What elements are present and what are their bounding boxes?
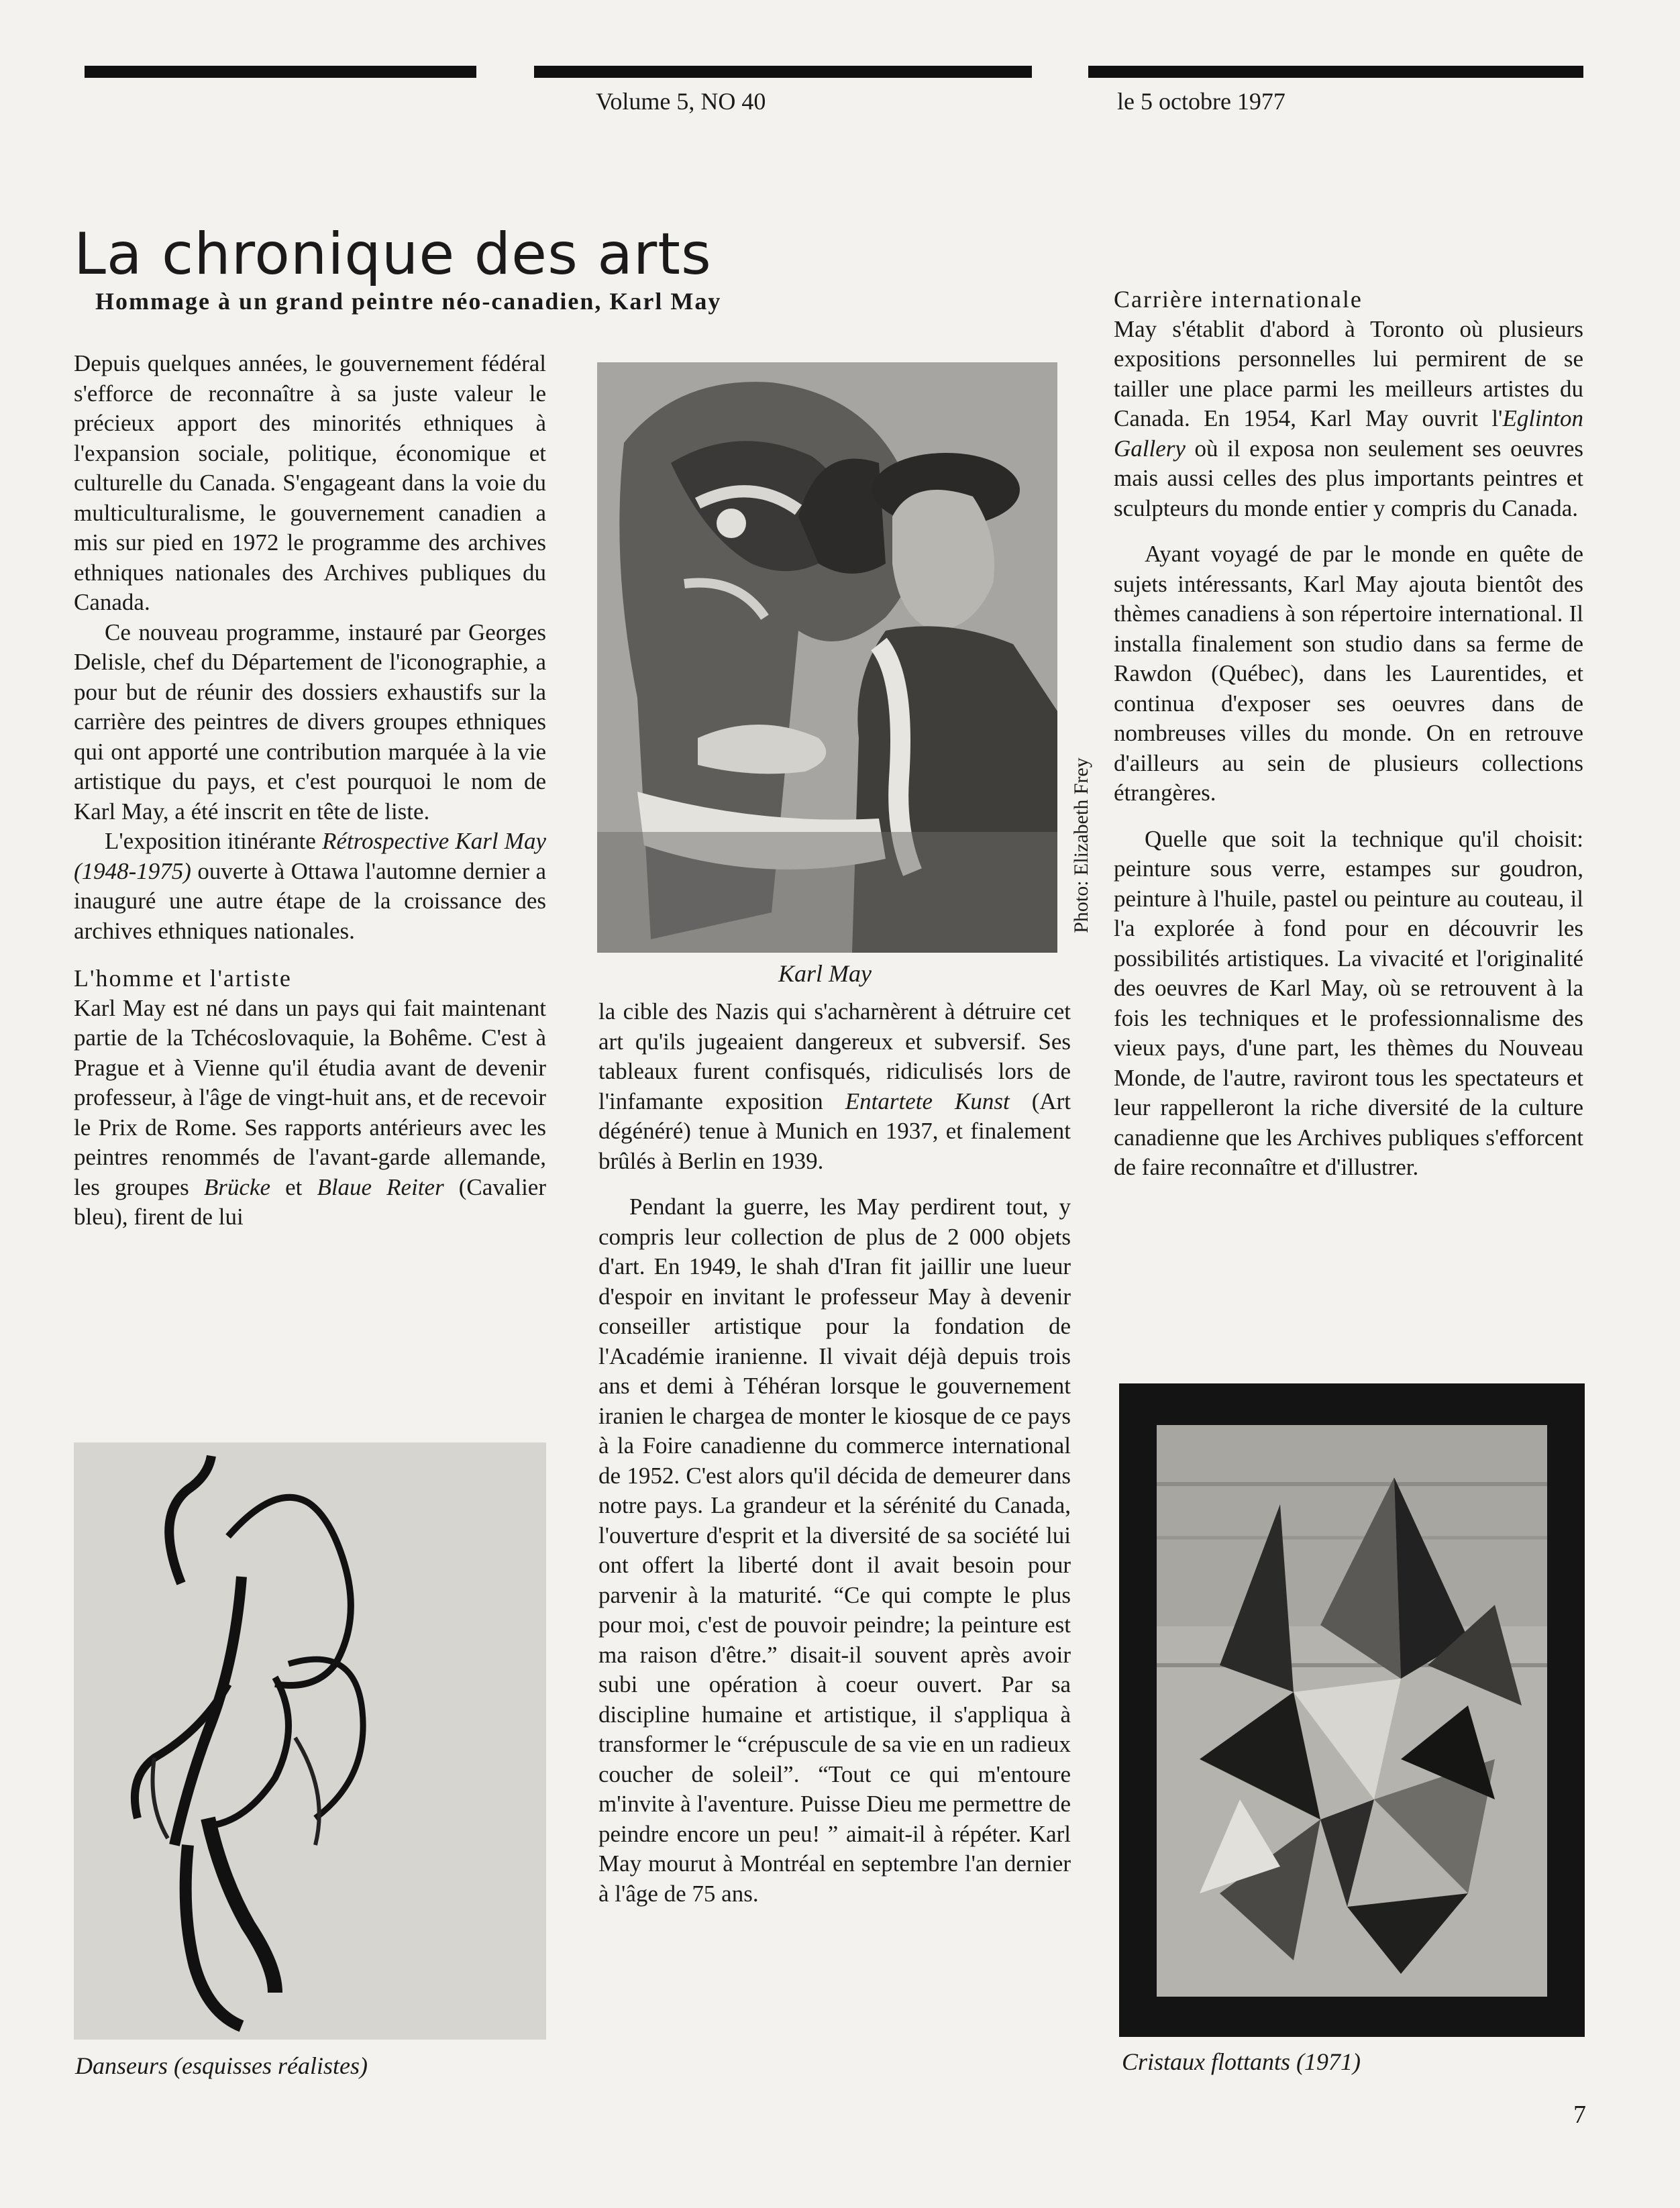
danseurs-caption: Danseurs (esquisses réalistes) (75, 2052, 368, 2079)
paragraph: Pendant la guerre, les May perdirent tout, y compris leur collection de plus de 2 000 objets d'art. En 1949, le shah d'Iran fit jaillir une lueur d'espoir en invitant le professeur May à devenir conseiller artistique pour la fondation de l'Académie iranienne. Il vivait déjà depuis trois ans et demi à Téhéran lorsque le gouvernement iranien le chargea de monter le kiosque de ce pays à la Foire canadienne du commerce international de 1952. C'est alors qu'il décida de demeurer dans notre pays. La grandeur et la sérénité du Canada, l'ouverture d'esprit et la diversité de sa société lui ont offert la liberté dont il avait besoin pour parvenir à la maturité. “Ce qui compte le plus pour moi, c'est de pouvoir peindre; la peinture est ma raison d'être.” disait-il souvent après avoir subi une opération à coeur ouvert. Par sa discipline humaine et artistique, il s'appliqua à transformer le “crépuscule de sa vie en un radieux coucher de soleil”. “Tout ce qui m'entoure m'invite à l'aventure. Puisse Dieu me permettre de peindre encore un peu! ” aimait-il à répéter. Karl May mourut à Montréal en septembre l'an dernier à l'âge de 75 ans. (598, 1194, 1071, 1907)
page-number: 7 (1573, 2101, 1586, 2129)
cristaux-flottants-artwork (1119, 1383, 1585, 2037)
section-heading: L'homme et l'artiste (74, 965, 292, 992)
paragraph: Quelle que soit la technique qu'il choisit: peinture sous verre, estampes sur goudron, peinture à l'huile, pastel ou peinture au couteau, il l'a explorée à fond pour en découvrir les possibilités artistiques. La vivacité et l'originalité des oeuvres de Karl May, où se retrouvent à la fois les techniques et le professionnalisme des vieux pays, d'une part, les thèmes du Nouveau Monde, de l'autre, raviront tous les spectateurs et leur rappelleront la riche diversité de la culture canadienne que les Archives publiques s'efforcent de faire reconnaître et d'illustrer. (1114, 825, 1583, 1180)
cristaux-caption: Cristaux flottants (1971) (1122, 2048, 1361, 2075)
paragraph: Depuis quelques années, le gouvernement fédéral s'efforce de reconnaître à sa juste valeur le précieux apport des minorités ethniques à l'expansion sociale, politique, économique et culturelle du Canada. S'engageant dans la voie du multiculturalisme, le gouvernement canadien a mis sur pied en 1972 le programme des archives ethniques nationales des Archives publiques du Canada. (74, 350, 546, 615)
paragraph: Karl May est né dans un pays qui fait maintenant partie de la Tchécoslovaquie, la Bohême. C'est à Prague et à Vienne qu'il étudia avant de devenir professeur, à l'âge de vingt-huit ans, et de recevoir le Prix de Rome. Ses rapports antérieurs avec les peintres renommés de l'avant-garde allemande, les groupes Brücke et Blaue Reiter (Cavalier bleu), firent de lui (74, 994, 546, 1230)
paragraph: May s'établit d'abord à Toronto où plusieurs expositions personnelles lui permirent de se tailler une place parmi les meilleurs artistes du Canada. En 1954, Karl May ouvrit l'Eglinton Gallery où il exposa non seulement ses oeuvres mais aussi celles des plus importants peintres et sculpteurs du monde entier y compris du Canada. (1114, 315, 1583, 521)
article-column-3 (1114, 284, 1583, 1183)
paragraph: la cible des Nazis qui s'acharnèrent à détruire cet art qu'ils jugeaient dangereux et subversif. Ses tableaux furent confisqués, ridiculisés lors de l'infamante exposition Entartete Kunst (Art dégénéré) tenue à Munich en 1937, et finalement brûlés à Berlin en 1939. (598, 998, 1071, 1174)
article-subtitle: Hommage à un grand peintre néo-canadien, Karl May (95, 288, 722, 315)
header-rule-right (1088, 66, 1583, 78)
paragraph: Ayant voyagé de par le monde en quête de sujets intéressants, Karl May ajouta bientôt des thèmes canadiens à son répertoire international. Il installa finalement son studio dans sa ferme de Rawdon (Québec), dans les Laurentides, et continua d'exposer ses oeuvres dans de nombreuses villes du monde. On en retrouve d'ailleurs au sein de plusieurs collections étrangères. (1114, 541, 1583, 806)
karl-may-photo (597, 362, 1057, 953)
danseurs-sketch (74, 1442, 546, 2040)
issue-date: le 5 octobre 1977 (1117, 88, 1285, 115)
article-column-1 (74, 349, 546, 1232)
section-heading: Carrière internationale (1114, 286, 1363, 313)
issue-volume: Volume 5, NO 40 (596, 88, 766, 115)
karl-may-caption: Karl May (778, 960, 872, 987)
section-title: La chronique des arts (74, 220, 712, 288)
article-column-2 (598, 997, 1071, 1909)
paragraph: L'exposition itinérante Rétrospective Karl May (1948-1975) ouverte à Ottawa l'automne dernier a inauguré une autre étape de la croissance des archives ethniques nationales. (74, 828, 546, 944)
header-rule-left (85, 66, 476, 78)
header-rule-center (534, 66, 1032, 78)
photo-credit: Photo: Elizabeth Frey (1070, 757, 1092, 933)
paragraph: Ce nouveau programme, instauré par Georges Delisle, chef du Département de l'iconographie, a pour but de réunir des dossiers exhaustifs sur la carrière des peintres de divers groupes ethniques qui ont apporté une contribution marquée à la vie artistique du pays, et c'est pourquoi le nom de Karl May, a été inscrit en tête de liste. (74, 619, 546, 825)
